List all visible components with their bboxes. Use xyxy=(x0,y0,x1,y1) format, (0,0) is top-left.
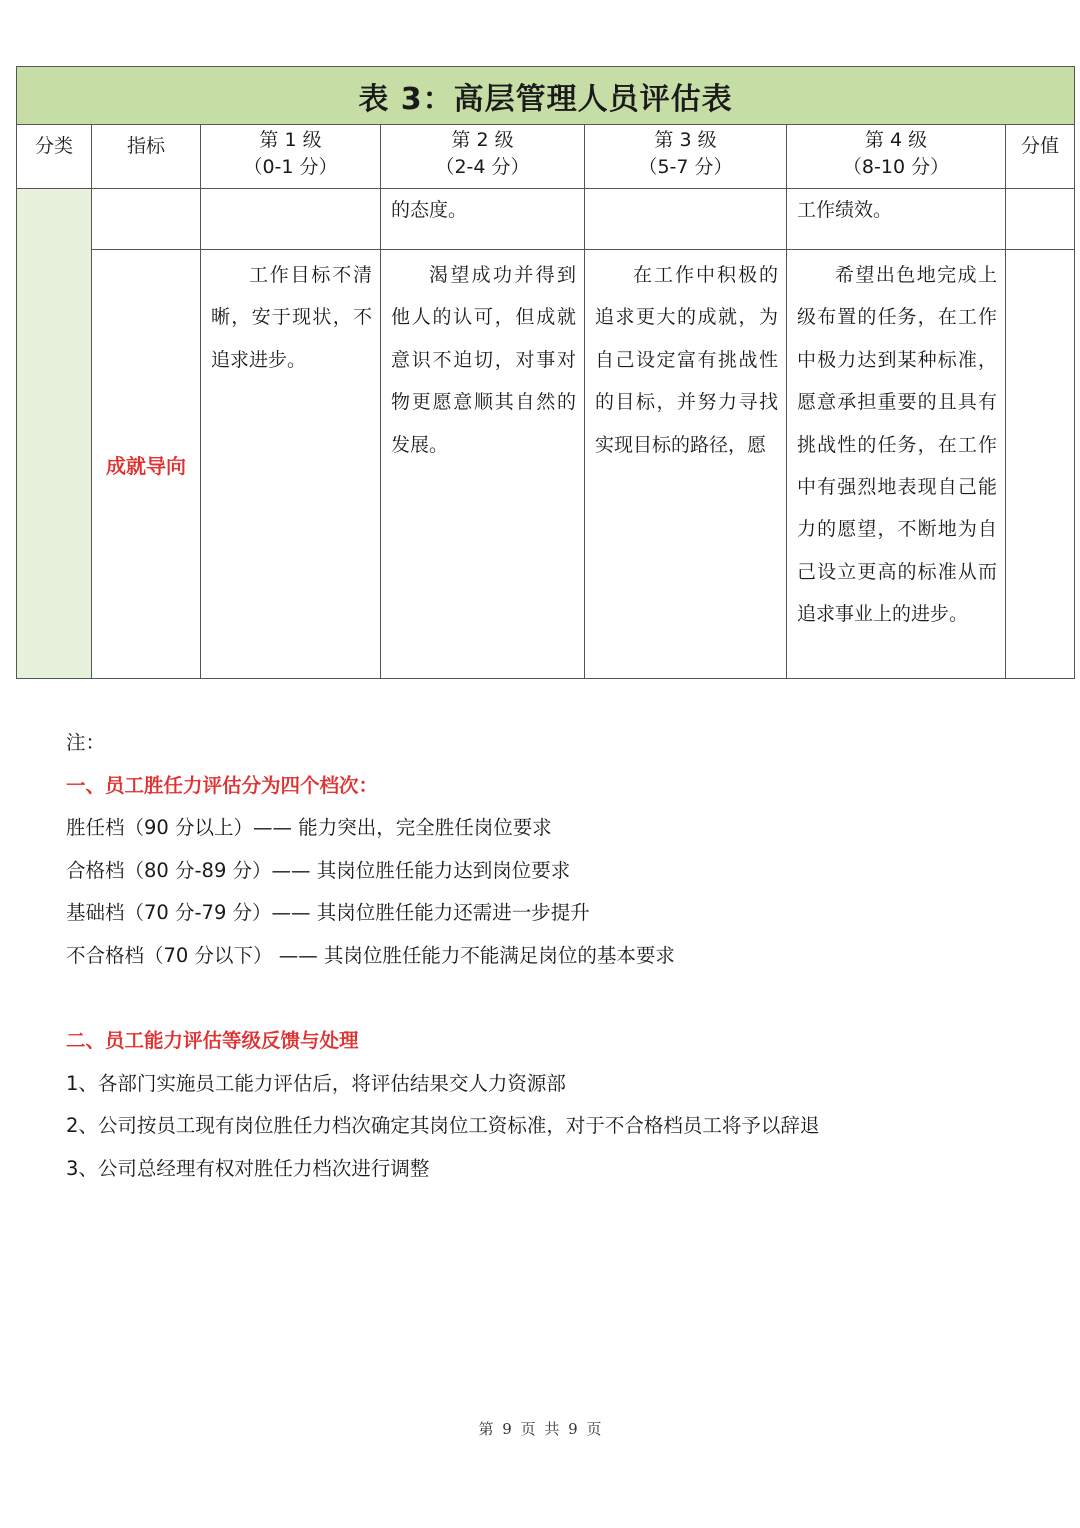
header-level-2-range: （2-4 分） xyxy=(435,156,530,178)
process-item-2: 2、公司按员工现有岗位胜任力档次确定其岗位工资标准，对于不合格档员工将予以辞退 xyxy=(66,1114,820,1137)
section-2-heading: 二、员工能力评估等级反馈与处理 xyxy=(66,1029,359,1052)
continuation-level-1-cell xyxy=(201,189,381,250)
header-level-4-range: （8-10 分） xyxy=(842,156,950,178)
page-number-footer: 第 9 页 共 9 页 xyxy=(478,1420,602,1438)
continuation-score-cell xyxy=(1006,189,1075,250)
tier-competent: 胜任档（90 分以上）—— 能力突出，完全胜任岗位要求 xyxy=(66,816,552,839)
header-level-3-range: （5-7 分） xyxy=(638,156,733,178)
header-level-1-range: （0-1 分） xyxy=(243,156,338,178)
continuation-level-3-cell xyxy=(585,189,787,250)
header-level-3-name: 第 3 级 xyxy=(654,129,717,151)
header-level-1-name: 第 1 级 xyxy=(259,129,322,151)
achievement-score-cell xyxy=(1006,250,1075,679)
tier-basic: 基础档（70 分-79 分）—— 其岗位胜任能力还需进一步提升 xyxy=(66,901,590,924)
achievement-orientation-row xyxy=(17,250,1075,679)
achievement-level-3-cell: 在工作中积极的追求更大的成就，为自己设定富有挑战性的目标，并努力寻找实现目标的路径，愿 xyxy=(585,250,787,679)
header-level-2-name: 第 2 级 xyxy=(451,129,514,151)
process-item-1: 1、各部门实施员工能力评估后，将评估结果交人力资源部 xyxy=(66,1071,566,1095)
continuation-indicator-cell xyxy=(92,189,201,250)
achievement-level-1-cell: 工作目标不清晰，安于现状，不追求进步。 xyxy=(201,250,381,679)
continuation-level-2-cell: 的态度。 xyxy=(381,189,585,250)
header-indicator: 指标 xyxy=(92,125,201,189)
header-score: 分值 xyxy=(1006,125,1075,189)
evaluation-table xyxy=(16,66,1075,679)
header-level-4 xyxy=(787,125,1006,189)
section-1-heading: 一、员工胜任力评估分为四个档次： xyxy=(66,773,379,797)
notes-label: 注： xyxy=(66,731,106,754)
tier-unqualified: 不合格档（70 分以下） —— 其岗位胜任能力不能满足岗位的基本要求 xyxy=(66,943,675,967)
header-category: 分类 xyxy=(17,125,92,189)
header-level-2 xyxy=(381,125,585,189)
header-row xyxy=(17,125,1075,189)
continuation-level-4-cell: 工作绩效。 xyxy=(787,189,1006,250)
notes-section xyxy=(66,722,1046,1190)
achievement-level-4-cell: 希望出色地完成上级布置的任务，在工作中极力达到某种标准，愿意承担重要的且具有挑战性的任务，在工作中有强烈地表现自己能力的愿望，不断地为自己设立更高的标准从而追求事业上的进步。 xyxy=(787,250,1006,679)
table-title: 表 3：高层管理人员评估表 xyxy=(17,67,1075,125)
continuation-row xyxy=(17,189,1075,250)
header-level-3 xyxy=(585,125,787,189)
process-item-3: 3、公司总经理有权对胜任力档次进行调整 xyxy=(66,1156,430,1180)
header-level-4-name: 第 4 级 xyxy=(864,129,928,151)
tier-qualified: 合格档（80 分-89 分）—— 其岗位胜任能力达到岗位要求 xyxy=(66,858,571,882)
header-level-1 xyxy=(201,125,381,189)
category-cell xyxy=(17,189,92,679)
section-spacer xyxy=(66,977,1046,1020)
achievement-level-2-cell: 渴望成功并得到他人的认可，但成就意识不迫切，对事对物更愿意顺其自然的发展。 xyxy=(381,250,585,679)
indicator-achievement-orientation: 成就导向 xyxy=(92,250,201,679)
